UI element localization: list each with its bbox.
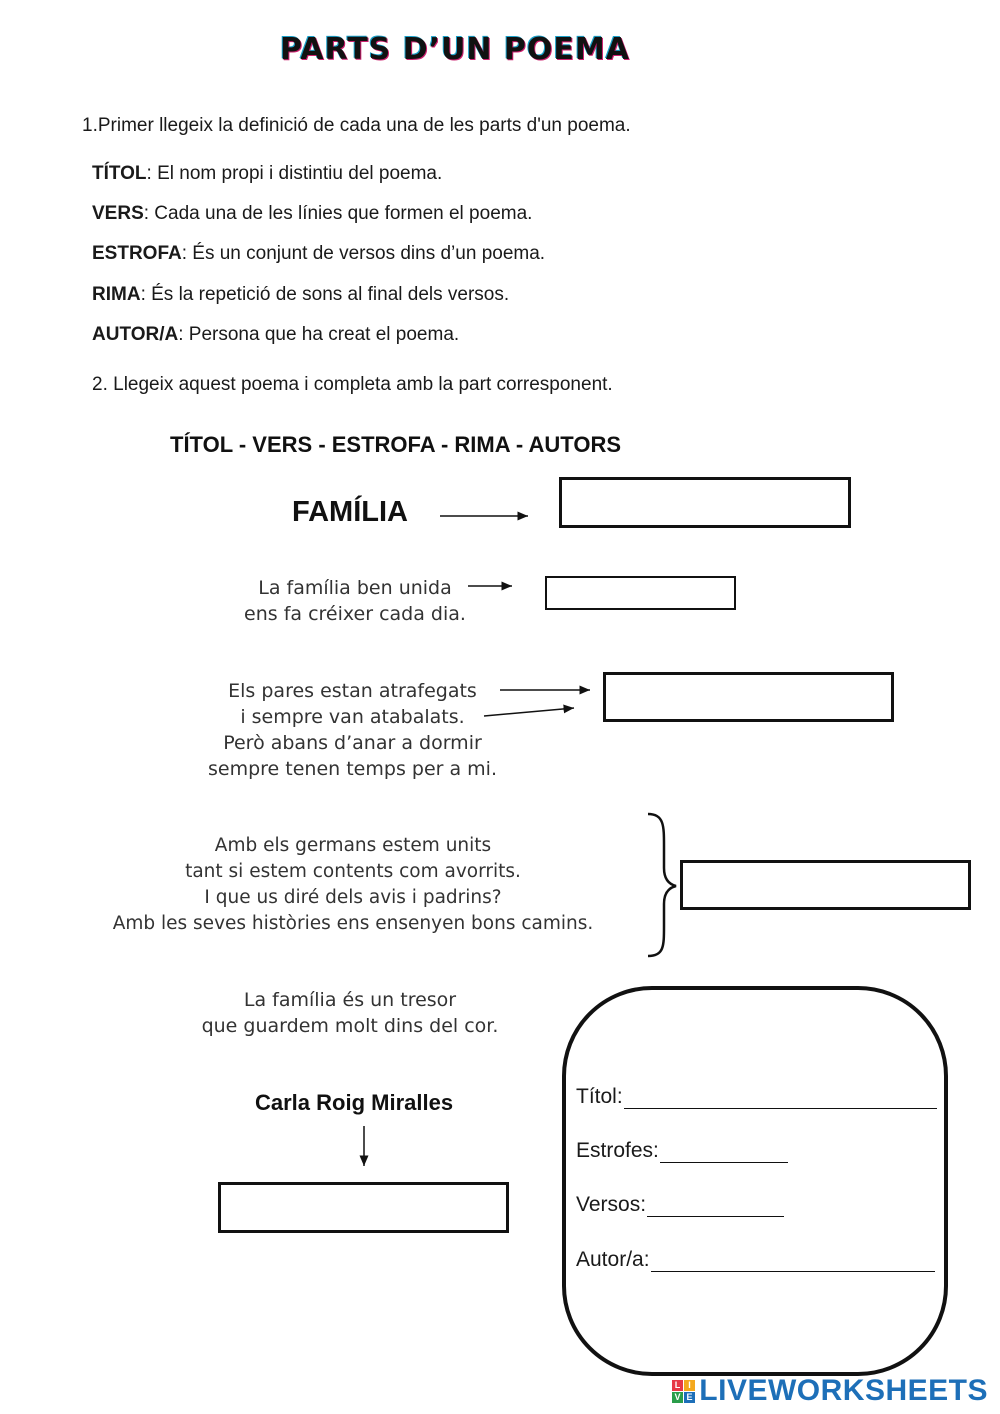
answer-box-verse[interactable] <box>545 576 736 610</box>
autor-input-line[interactable] <box>651 1253 935 1272</box>
verse: ens fa créixer cada dia. <box>244 603 466 625</box>
definition-text: : És la repetició de sons al final dels versos. <box>140 284 510 305</box>
logo-letter: E <box>684 1392 695 1403</box>
definition-term: VERS <box>92 203 144 224</box>
definition-text: : Cada una de les línies que formen el poema. <box>143 203 533 224</box>
verse: Però abans d’anar a dormir <box>223 732 482 754</box>
arrow-rhyme-2 <box>484 708 574 716</box>
verse: Amb els germans estem units <box>214 835 492 856</box>
liveworksheets-logo-icon <box>672 1380 695 1403</box>
definition-term: ESTROFA <box>92 243 182 264</box>
word-bank: TÍTOL - VERS - ESTROFA - RIMA - AUTORS <box>170 432 622 457</box>
field-label: Estrofes: <box>576 1139 659 1162</box>
brace-stanza <box>648 814 676 956</box>
verse: que guardem molt dins del cor. <box>201 1015 499 1037</box>
titol-input-line[interactable] <box>624 1090 937 1109</box>
verse: Els pares estan atrafegats <box>228 680 477 702</box>
definition-text: : És un conjunt de versos dins d’un poema. <box>181 243 546 264</box>
answer-box-rhyme[interactable] <box>603 672 894 722</box>
poem-author: Carla Roig Miralles <box>255 1090 454 1115</box>
answer-box-title[interactable] <box>559 477 851 528</box>
logo-letter: V <box>672 1392 683 1403</box>
definition-term: AUTOR/A <box>92 324 179 345</box>
logo-letter: L <box>672 1380 683 1391</box>
field-label: Versos: <box>576 1193 647 1216</box>
definition-text: : El nom propi i distintiu del poema. <box>146 163 443 184</box>
verse: tant si estem contents com avorrits. <box>185 861 521 882</box>
poem-title: FAMÍLIA <box>292 496 408 528</box>
verse: i sempre van atabalats. <box>240 706 465 728</box>
answer-box-stanza[interactable] <box>680 860 971 910</box>
verse: Amb les seves històries ens ensenyen bons camins. <box>112 913 594 934</box>
instruction-text: Primer llegeix la definició de cada una de les parts d'un poema. <box>97 115 631 136</box>
summary-field-titol <box>576 1085 937 1109</box>
instruction-2: 2. Llegeix aquest poema i completa amb la part corresponent. <box>92 374 613 395</box>
versos-input-line[interactable] <box>647 1198 784 1217</box>
definition-term: RIMA <box>92 284 141 305</box>
summary-card <box>562 986 948 1376</box>
verse: I que us diré dels avis i padrins? <box>204 887 502 908</box>
definition-text: : Persona que ha creat el poema. <box>178 324 460 345</box>
summary-field-autor <box>576 1248 935 1272</box>
brand-logo[interactable] <box>672 1374 988 1408</box>
summary-field-estrofes <box>576 1139 788 1163</box>
field-label: Títol: <box>576 1085 623 1108</box>
field-label: Autor/a: <box>576 1248 650 1271</box>
answer-box-author[interactable] <box>218 1182 509 1233</box>
verse: sempre tenen temps per a mi. <box>208 758 497 780</box>
verse: La família ben unida <box>258 577 452 599</box>
definition-term: TÍTOL <box>92 163 147 184</box>
verse: La família és un tresor <box>243 989 457 1011</box>
page-title: PARTS D’UN POEMA <box>280 32 630 67</box>
logo-letter: I <box>684 1380 695 1391</box>
instruction-number: 1. <box>82 115 98 136</box>
summary-field-versos <box>576 1193 784 1217</box>
brand-name: LIVEWORKSHEETS <box>699 1374 988 1407</box>
estrofes-input-line[interactable] <box>660 1144 788 1163</box>
